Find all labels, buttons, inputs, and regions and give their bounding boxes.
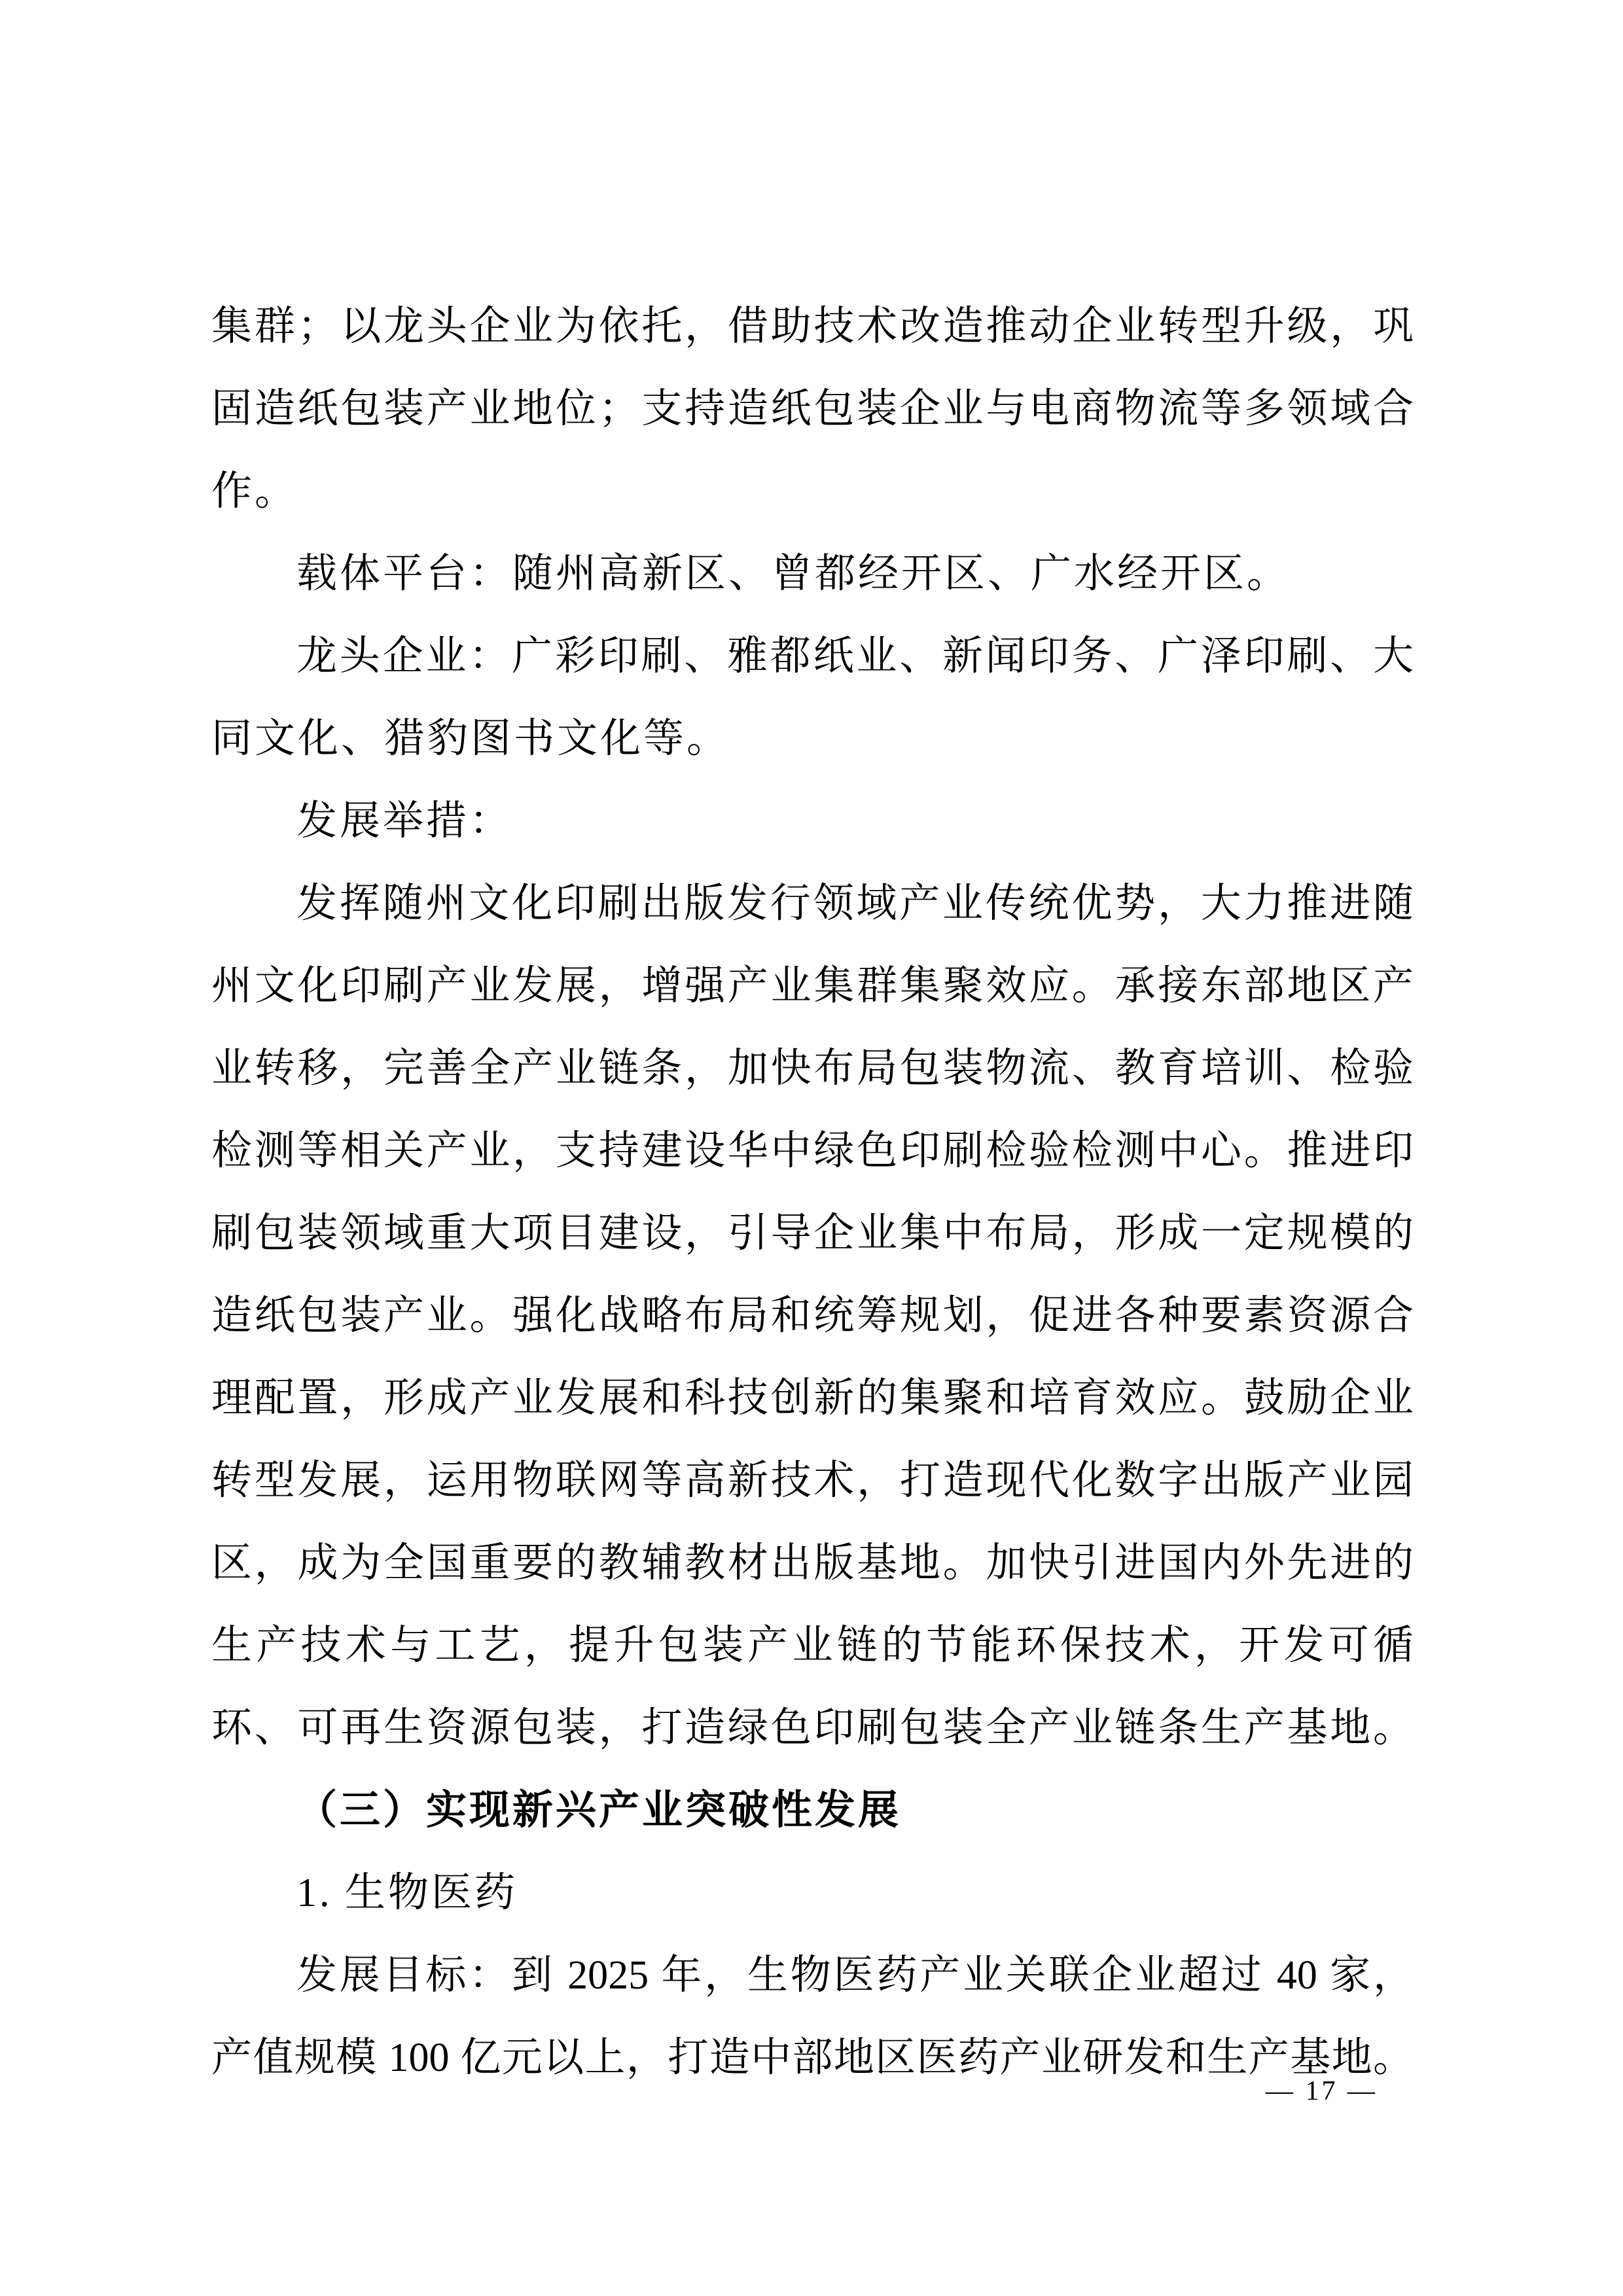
page-number: — 17 — bbox=[1266, 2076, 1378, 2106]
text-line: 转型发展，运用物联网等高新技术，打造现代化数字出版产业园 bbox=[211, 1458, 1414, 1503]
text-line: 作。 bbox=[211, 469, 298, 514]
text-line: 发展举措： bbox=[296, 799, 513, 843]
text-line: 理配置，形成产业发展和科技创新的集聚和培育效应。鼓励企业 bbox=[211, 1376, 1414, 1421]
text-line: 造纸包装产业。强化战略布局和统筹规划，促进各种要素资源合 bbox=[211, 1294, 1414, 1338]
text-line: 龙头企业：广彩印刷、雅都纸业、新闻印务、广泽印刷、大 bbox=[296, 634, 1414, 679]
text-line: 发挥随州文化印刷出版发行领域产业传统优势，大力推进随 bbox=[296, 881, 1414, 926]
text-line: 产值规模 100 亿元以上，打造中部地区医药产业研发和生产基地。 bbox=[211, 2036, 1414, 2080]
text-line: 集群；以龙头企业为依托，借助技术改造推动企业转型升级，巩 bbox=[211, 304, 1414, 349]
text-line: 区，成为全国重要的教辅教材出版基地。加快引进国内外先进的 bbox=[211, 1541, 1414, 1585]
subsection-heading: 1. 生物医药 bbox=[296, 1871, 518, 1915]
text-line: 刷包装领域重大项目建设，引导企业集中布局，形成一定规模的 bbox=[211, 1211, 1414, 1256]
text-line: 环、可再生资源包装，打造绿色印刷包装全产业链条生产基地。 bbox=[211, 1706, 1414, 1750]
text-line: 生产技术与工艺，提升包装产业链的节能环保技术，开发可循 bbox=[211, 1623, 1414, 1668]
text-line: 同文化、猎豹图书文化等。 bbox=[211, 716, 730, 761]
document-body bbox=[211, 285, 1414, 2099]
text-line: 州文化印刷产业发展，增强产业集群集聚效应。承接东部地区产 bbox=[211, 964, 1414, 1008]
section-heading: （三）实现新兴产业突破性发展 bbox=[296, 1788, 902, 1833]
text-line: 业转移，完善全产业链条，加快布局包装物流、教育培训、检验 bbox=[211, 1046, 1414, 1091]
text-line: 检测等相关产业，支持建设华中绿色印刷检验检测中心。推进印 bbox=[211, 1129, 1414, 1173]
text-line: 固造纸包装产业地位；支持造纸包装企业与电商物流等多领域合 bbox=[211, 387, 1414, 431]
text-line: 载体平台：随州高新区、曾都经开区、广水经开区。 bbox=[296, 552, 1291, 596]
text-line: 发展目标：到 2025 年，生物医药产业关联企业超过 40 家， bbox=[296, 1953, 1414, 1998]
